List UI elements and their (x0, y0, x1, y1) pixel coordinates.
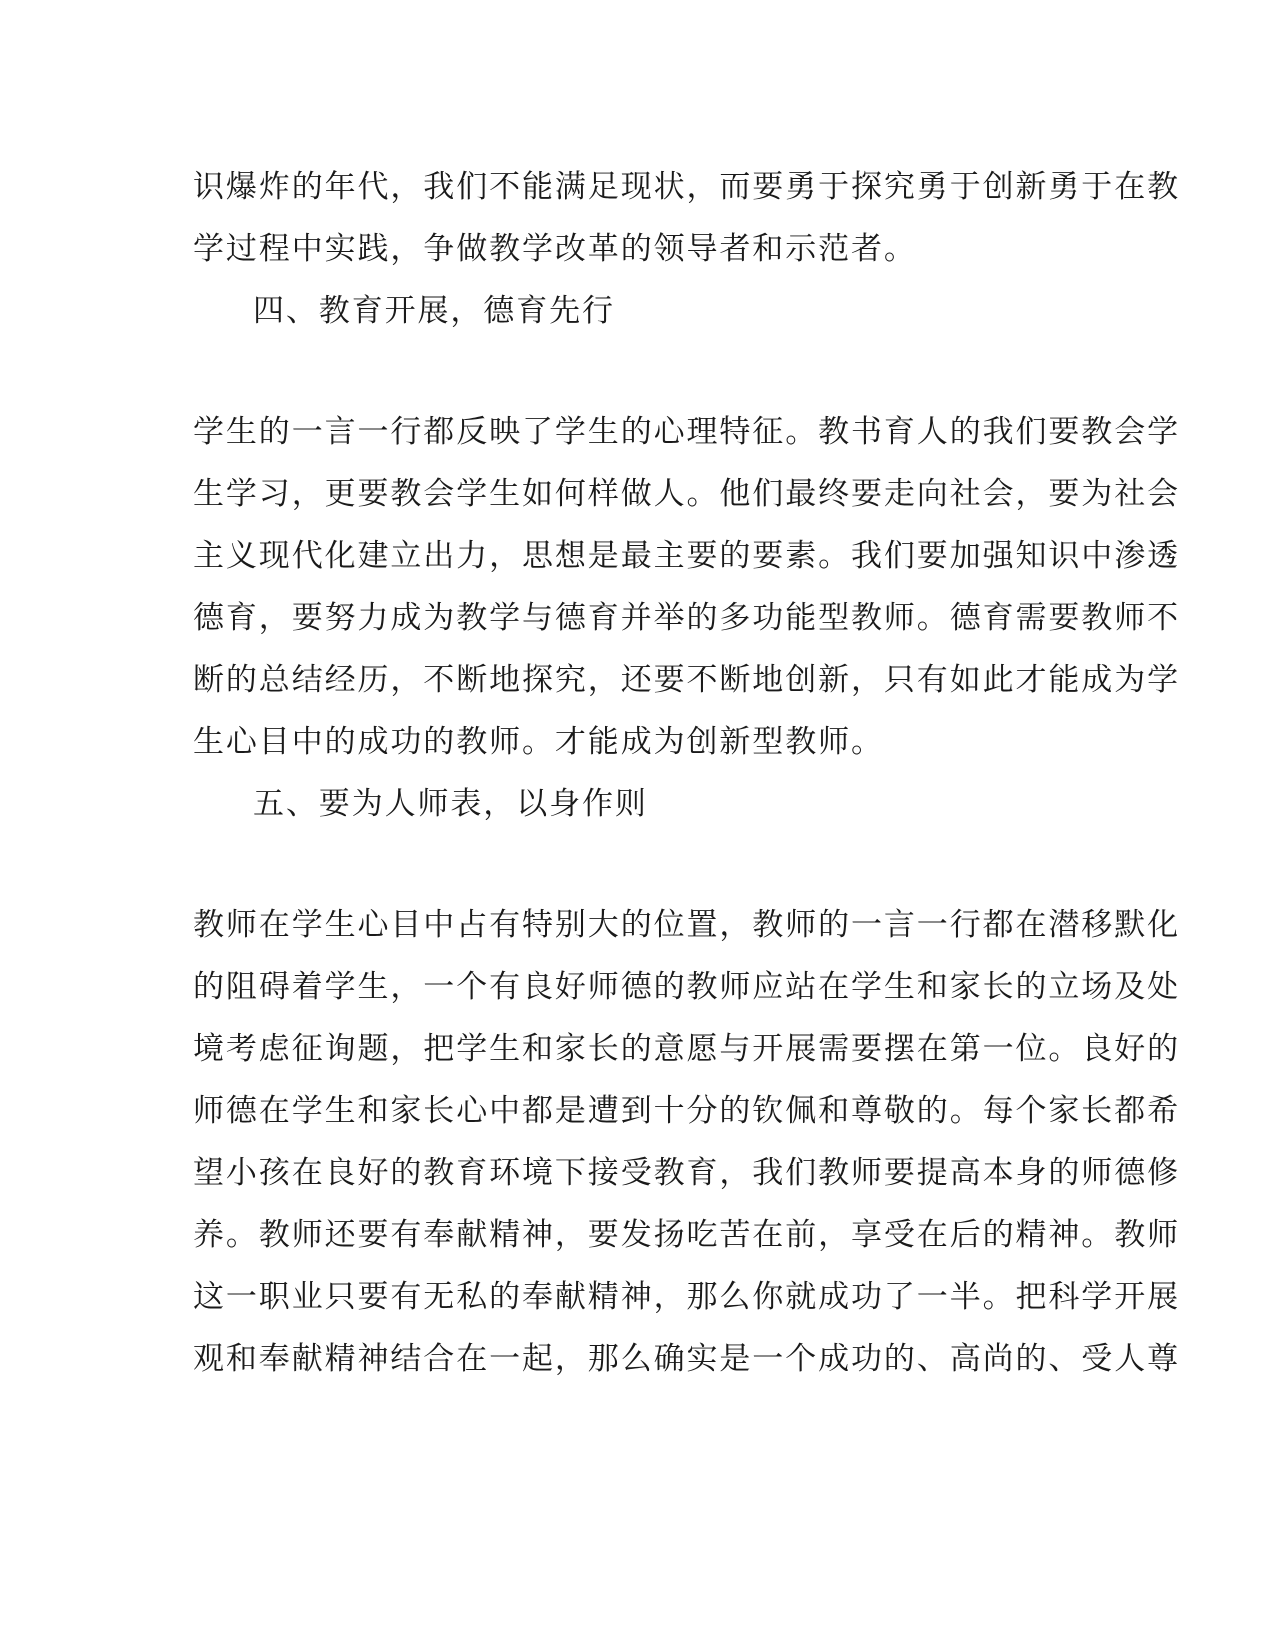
paragraph-line: 观和奉献精神结合在一起，那么确实是一个成功的、高尚的、受人尊 (193, 1341, 1180, 1377)
paragraph-line: 境考虑征询题，把学生和家长的意愿与开展需要摆在第一位。良好的 (193, 1031, 1180, 1067)
paragraph-line: 教师在学生心目中占有特别大的位置，教师的一言一行都在潜移默化 (193, 907, 1180, 943)
paragraph-line: 这一职业只要有无私的奉献精神，那么你就成功了一半。把科学开展 (193, 1279, 1180, 1315)
paragraph-line: 的阻碍着学生，一个有良好师德的教师应站在学生和家长的立场及处 (193, 969, 1180, 1005)
paragraph-line: 德育，要努力成为教学与德育并举的多功能型教师。德育需要教师不 (193, 600, 1180, 636)
paragraph-line: 望小孩在良好的教育环境下接受教育，我们教师要提高本身的师德修 (193, 1155, 1180, 1191)
paragraph-line: 养。教师还要有奉献精神，要发扬吃苦在前，享受在后的精神。教师 (193, 1217, 1180, 1253)
paragraph-line: 断的总结经历，不断地探究，还要不断地创新，只有如此才能成为学 (193, 662, 1180, 698)
paragraph-line: 学生的一言一行都反映了学生的心理特征。教书育人的我们要教会学 (193, 414, 1180, 450)
paragraph-line: 主义现代化建立出力，思想是最主要的要素。我们要加强知识中渗透 (193, 538, 1180, 574)
paragraph-line: 生学习，更要教会学生如何样做人。他们最终要走向社会，要为社会 (193, 476, 1180, 512)
paragraph-line: 识爆炸的年代，我们不能满足现状，而要勇于探究勇于创新勇于在教 (193, 169, 1180, 205)
section-heading-4: 四、教育开展，德育先行 (253, 293, 615, 329)
paragraph-line: 学过程中实践，争做教学改革的领导者和示范者。 (193, 231, 917, 267)
section-heading-5: 五、要为人师表，以身作则 (253, 786, 648, 822)
paragraph-line: 师德在学生和家长心中都是遭到十分的钦佩和尊敬的。每个家长都希 (193, 1093, 1180, 1129)
paragraph-line: 生心目中的成功的教师。才能成为创新型教师。 (193, 724, 884, 760)
